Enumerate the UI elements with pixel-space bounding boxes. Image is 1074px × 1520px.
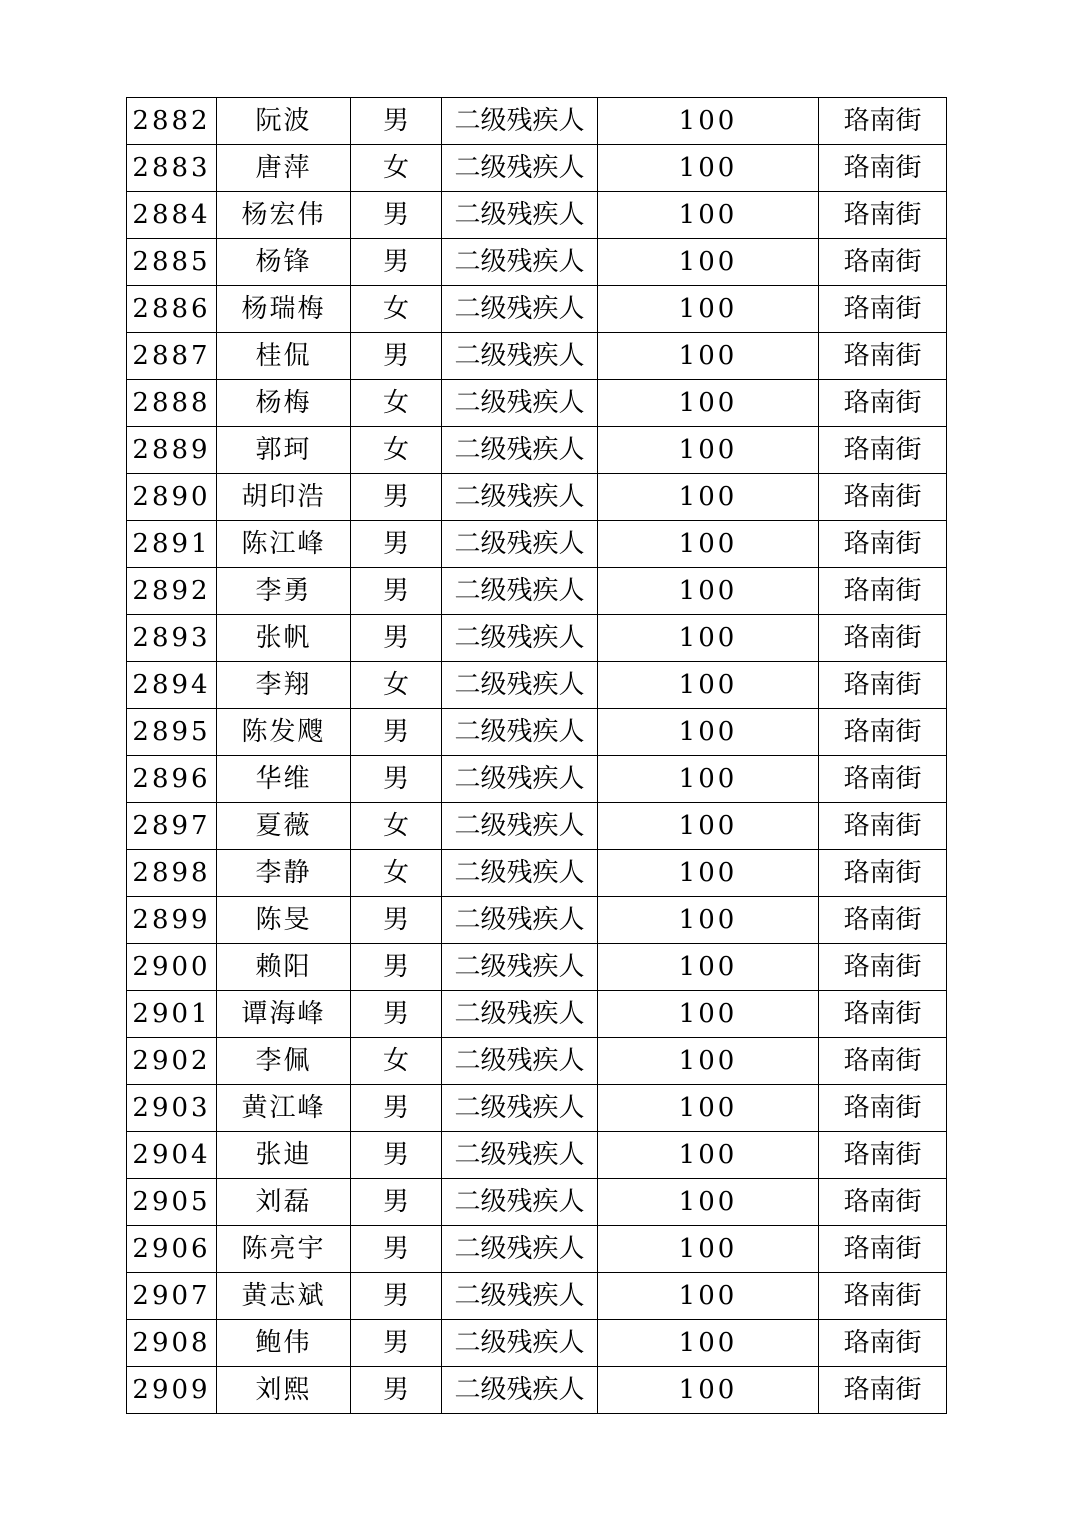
amount-cell: 100 [598,145,819,192]
row-number-cell: 2898 [127,850,217,897]
row-number-cell: 2896 [127,756,217,803]
street-cell: 珞南街 [819,474,947,521]
row-number-cell: 2893 [127,615,217,662]
name-cell: 鲍伟 [217,1320,351,1367]
street-cell: 珞南街 [819,1038,947,1085]
gender-cell: 女 [351,850,442,897]
category-cell: 二级残疾人 [442,1085,598,1132]
table-row [127,991,947,1038]
amount-cell: 100 [598,944,819,991]
table-row [127,756,947,803]
amount-cell: 100 [598,286,819,333]
category-cell: 二级残疾人 [442,944,598,991]
name-cell: 杨锋 [217,239,351,286]
amount-cell: 100 [598,333,819,380]
category-cell: 二级残疾人 [442,192,598,239]
street-cell: 珞南街 [819,1085,947,1132]
name-cell: 李佩 [217,1038,351,1085]
gender-cell: 女 [351,1038,442,1085]
table-row [127,1273,947,1320]
table-row [127,568,947,615]
amount-cell: 100 [598,991,819,1038]
name-cell: 杨宏伟 [217,192,351,239]
category-cell: 二级残疾人 [442,897,598,944]
amount-cell: 100 [598,98,819,145]
gender-cell: 男 [351,1179,442,1226]
street-cell: 珞南街 [819,380,947,427]
amount-cell: 100 [598,1132,819,1179]
amount-cell: 100 [598,568,819,615]
gender-cell: 男 [351,1273,442,1320]
amount-cell: 100 [598,192,819,239]
amount-cell: 100 [598,1367,819,1414]
table-row [127,1038,947,1085]
category-cell: 二级残疾人 [442,615,598,662]
table-row [127,944,947,991]
amount-cell: 100 [598,897,819,944]
gender-cell: 男 [351,333,442,380]
gender-cell: 男 [351,1226,442,1273]
row-number-cell: 2886 [127,286,217,333]
category-cell: 二级残疾人 [442,474,598,521]
name-cell: 唐萍 [217,145,351,192]
gender-cell: 女 [351,427,442,474]
category-cell: 二级残疾人 [442,333,598,380]
amount-cell: 100 [598,474,819,521]
table-row [127,474,947,521]
name-cell: 陈亮宇 [217,1226,351,1273]
row-number-cell: 2890 [127,474,217,521]
name-cell: 谭海峰 [217,991,351,1038]
row-number-cell: 2885 [127,239,217,286]
row-number-cell: 2887 [127,333,217,380]
name-cell: 桂侃 [217,333,351,380]
table-row [127,98,947,145]
street-cell: 珞南街 [819,803,947,850]
row-number-cell: 2900 [127,944,217,991]
name-cell: 张帆 [217,615,351,662]
table-row [127,615,947,662]
category-cell: 二级残疾人 [442,850,598,897]
gender-cell: 男 [351,521,442,568]
table-row [127,1226,947,1273]
street-cell: 珞南街 [819,239,947,286]
street-cell: 珞南街 [819,756,947,803]
street-cell: 珞南街 [819,1367,947,1414]
name-cell: 李静 [217,850,351,897]
street-cell: 珞南街 [819,991,947,1038]
name-cell: 李翔 [217,662,351,709]
row-number-cell: 2891 [127,521,217,568]
category-cell: 二级残疾人 [442,1179,598,1226]
category-cell: 二级残疾人 [442,1273,598,1320]
table-row [127,803,947,850]
category-cell: 二级残疾人 [442,380,598,427]
amount-cell: 100 [598,850,819,897]
amount-cell: 100 [598,1320,819,1367]
name-cell: 阮波 [217,98,351,145]
gender-cell: 男 [351,1085,442,1132]
street-cell: 珞南街 [819,1132,947,1179]
table-row [127,1085,947,1132]
row-number-cell: 2901 [127,991,217,1038]
category-cell: 二级残疾人 [442,427,598,474]
name-cell: 李勇 [217,568,351,615]
street-cell: 珞南街 [819,568,947,615]
table-row [127,1132,947,1179]
table-row [127,239,947,286]
category-cell: 二级残疾人 [442,991,598,1038]
table-row [127,709,947,756]
gender-cell: 男 [351,1132,442,1179]
gender-cell: 男 [351,709,442,756]
category-cell: 二级残疾人 [442,239,598,286]
roster-body [127,98,947,1414]
street-cell: 珞南街 [819,286,947,333]
amount-cell: 100 [598,803,819,850]
name-cell: 杨瑞梅 [217,286,351,333]
row-number-cell: 2899 [127,897,217,944]
name-cell: 郭珂 [217,427,351,474]
category-cell: 二级残疾人 [442,1226,598,1273]
row-number-cell: 2884 [127,192,217,239]
row-number-cell: 2889 [127,427,217,474]
name-cell: 夏薇 [217,803,351,850]
row-number-cell: 2909 [127,1367,217,1414]
amount-cell: 100 [598,521,819,568]
table-row [127,427,947,474]
gender-cell: 男 [351,1367,442,1414]
row-number-cell: 2908 [127,1320,217,1367]
category-cell: 二级残疾人 [442,1132,598,1179]
row-number-cell: 2895 [127,709,217,756]
name-cell: 陈旻 [217,897,351,944]
category-cell: 二级残疾人 [442,568,598,615]
name-cell: 刘磊 [217,1179,351,1226]
street-cell: 珞南街 [819,1179,947,1226]
row-number-cell: 2907 [127,1273,217,1320]
amount-cell: 100 [598,1085,819,1132]
amount-cell: 100 [598,709,819,756]
table-row [127,380,947,427]
name-cell: 杨梅 [217,380,351,427]
amount-cell: 100 [598,1038,819,1085]
category-cell: 二级残疾人 [442,709,598,756]
table-row [127,286,947,333]
amount-cell: 100 [598,615,819,662]
table-row [127,1367,947,1414]
amount-cell: 100 [598,239,819,286]
row-number-cell: 2897 [127,803,217,850]
row-number-cell: 2903 [127,1085,217,1132]
gender-cell: 男 [351,615,442,662]
roster-table [126,97,947,1414]
row-number-cell: 2882 [127,98,217,145]
gender-cell: 男 [351,897,442,944]
street-cell: 珞南街 [819,709,947,756]
gender-cell: 女 [351,286,442,333]
gender-cell: 男 [351,192,442,239]
gender-cell: 男 [351,98,442,145]
street-cell: 珞南街 [819,662,947,709]
street-cell: 珞南街 [819,98,947,145]
name-cell: 赖阳 [217,944,351,991]
category-cell: 二级残疾人 [442,145,598,192]
amount-cell: 100 [598,1226,819,1273]
row-number-cell: 2906 [127,1226,217,1273]
name-cell: 陈江峰 [217,521,351,568]
gender-cell: 女 [351,145,442,192]
gender-cell: 女 [351,803,442,850]
row-number-cell: 2904 [127,1132,217,1179]
table-row [127,850,947,897]
table-row [127,145,947,192]
row-number-cell: 2894 [127,662,217,709]
amount-cell: 100 [598,380,819,427]
street-cell: 珞南街 [819,1226,947,1273]
category-cell: 二级残疾人 [442,98,598,145]
gender-cell: 女 [351,380,442,427]
table-row [127,521,947,568]
amount-cell: 100 [598,756,819,803]
name-cell: 陈发飕 [217,709,351,756]
category-cell: 二级残疾人 [442,1320,598,1367]
category-cell: 二级残疾人 [442,803,598,850]
gender-cell: 女 [351,662,442,709]
name-cell: 黄江峰 [217,1085,351,1132]
street-cell: 珞南街 [819,944,947,991]
amount-cell: 100 [598,1273,819,1320]
category-cell: 二级残疾人 [442,521,598,568]
street-cell: 珞南街 [819,145,947,192]
name-cell: 胡印浩 [217,474,351,521]
row-number-cell: 2888 [127,380,217,427]
table-row [127,333,947,380]
gender-cell: 男 [351,756,442,803]
street-cell: 珞南街 [819,1273,947,1320]
category-cell: 二级残疾人 [442,1367,598,1414]
name-cell: 刘熙 [217,1367,351,1414]
gender-cell: 男 [351,568,442,615]
name-cell: 张迪 [217,1132,351,1179]
street-cell: 珞南街 [819,1320,947,1367]
category-cell: 二级残疾人 [442,286,598,333]
street-cell: 珞南街 [819,427,947,474]
street-cell: 珞南街 [819,333,947,380]
table-row [127,192,947,239]
name-cell: 华维 [217,756,351,803]
row-number-cell: 2892 [127,568,217,615]
gender-cell: 男 [351,1320,442,1367]
street-cell: 珞南街 [819,521,947,568]
table-row [127,1179,947,1226]
street-cell: 珞南街 [819,897,947,944]
table-row [127,662,947,709]
category-cell: 二级残疾人 [442,662,598,709]
gender-cell: 男 [351,944,442,991]
gender-cell: 男 [351,239,442,286]
row-number-cell: 2883 [127,145,217,192]
row-number-cell: 2902 [127,1038,217,1085]
gender-cell: 男 [351,474,442,521]
street-cell: 珞南街 [819,850,947,897]
amount-cell: 100 [598,1179,819,1226]
amount-cell: 100 [598,427,819,474]
table-row [127,897,947,944]
category-cell: 二级残疾人 [442,1038,598,1085]
gender-cell: 男 [351,991,442,1038]
amount-cell: 100 [598,662,819,709]
street-cell: 珞南街 [819,615,947,662]
name-cell: 黄志斌 [217,1273,351,1320]
table-row [127,1320,947,1367]
street-cell: 珞南街 [819,192,947,239]
category-cell: 二级残疾人 [442,756,598,803]
row-number-cell: 2905 [127,1179,217,1226]
